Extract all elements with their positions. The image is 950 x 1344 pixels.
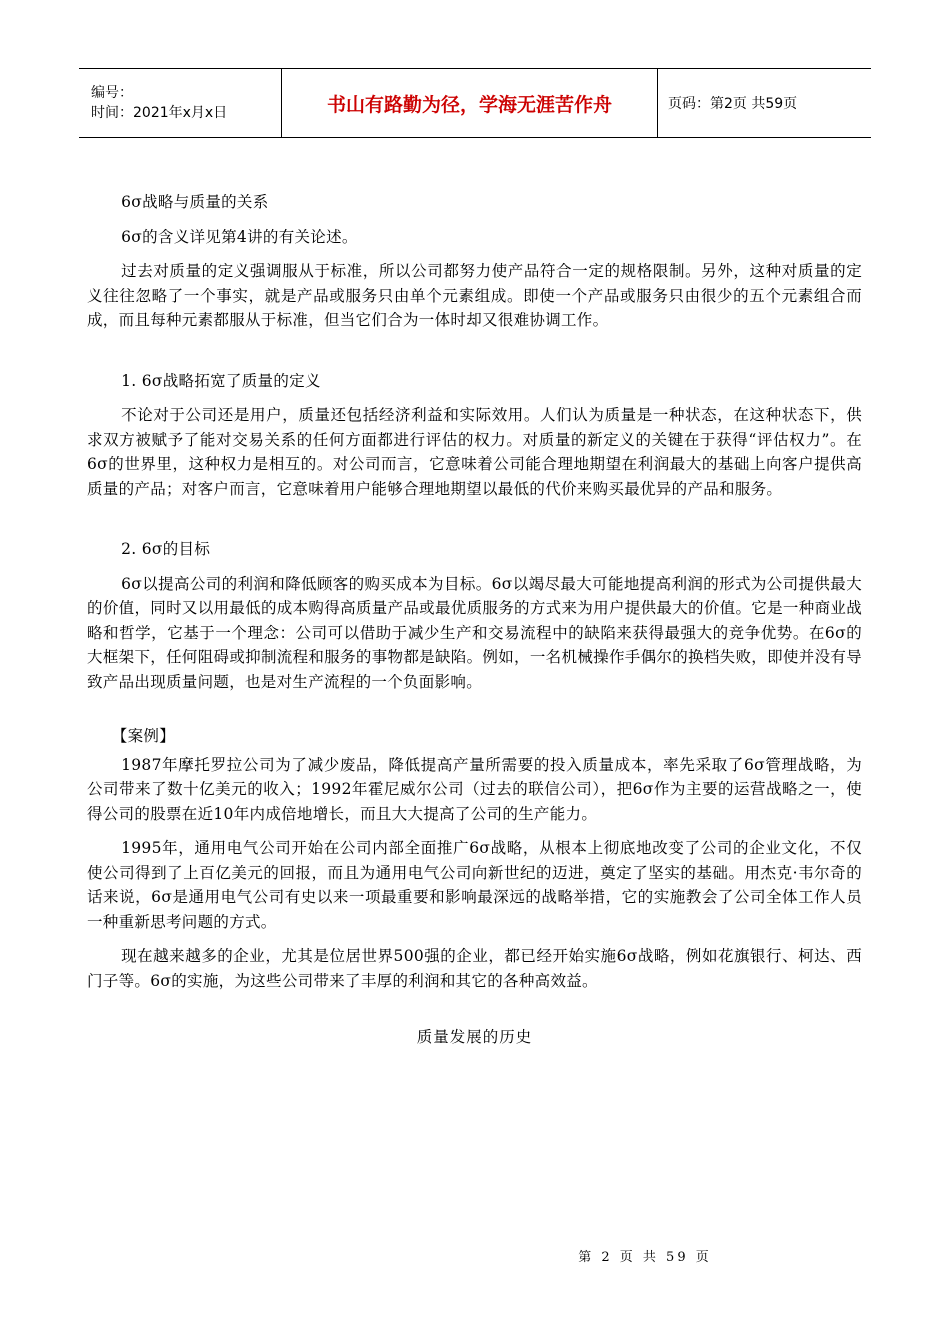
header-motto: 书山有路勤为径，学海无涯苦作舟 <box>282 69 658 137</box>
paragraph: 6σ以提高公司的利润和降低顾客的购买成本为目标。6σ以竭尽最大可能地提高利润的形式为公司提供最大的价值，同时又以用最低的成本购得高质量产品或最优质服务的方式来为用户提供最大的价值。它是一种商业战略和哲学，它基于一个理念：公司可以借助于减少生产和交易流程中的缺陷来获得最强大的竞争优势。在6σ的大框架下，任何阻碍或抑制流程和服务的事物都是缺陷。例如，一名机械操作手偶尔的换档失败，即使并没有导致产品出现质量问题，也是对生产流程的一个负面影响。 <box>87 574 862 691</box>
subheading: 2. 6σ的目标 <box>121 540 211 558</box>
header-page-info: 页码：第2页 共59页 <box>668 96 798 112</box>
subheading: 1. 6σ战略拓宽了质量的定义 <box>121 371 321 390</box>
case-label: 【案例】 <box>111 727 175 745</box>
document-number-label: 编号： <box>91 85 133 101</box>
document-header <box>79 68 871 138</box>
paragraph: 现在越来越多的企业，尤其是位居世界500强的企业，都已经开始实施6σ战略，例如花旗银行、柯达、西门子等。6σ的实施，为这些公司带来了丰厚的利润和其它的各种高效益。 <box>87 947 862 990</box>
paragraph: 1995年，通用电气公司开始在公司内部全面推广6σ战略，从根本上彻底地改变了公司的企业文化，不仅使公司得到了上百亿美元的回报，而且为通用电气公司向新世纪的迈进，奠定了坚实的基础。用杰克·韦尔奇的话来说，6σ是通用电气公司有史以来一项最重要和影响最深远的战略举措，它的实施教会了公司全体工作人员一种重新思考问题的方式。 <box>87 839 862 931</box>
document-body <box>87 190 862 1047</box>
paragraph: 过去对质量的定义强调服从于标准，所以公司都努力使产品符合一定的规格限制。另外，这种对质量的定义往往忽略了一个事实，就是产品或服务只由单个元素组成。即使一个产品或服务只由很少的五个元素组合而成，而且每种元素都服从于标准，但当它们合为一体时却又很难协调工作。 <box>87 262 862 329</box>
header-meta <box>79 69 282 137</box>
document-date: 时间：2021年x月x日 <box>91 105 228 121</box>
page-footer: 第 2 页 共 59 页 <box>578 1250 712 1265</box>
section-title: 6σ战略与质量的关系 <box>121 193 269 211</box>
paragraph: 1987年摩托罗拉公司为了减少废品，降低提高产量所需要的投入质量成本，率先采取了6σ管理战略，为公司带来了数十亿美元的收入；1992年霍尼威尔公司（过去的联信公司），把6σ作为主要的运营战略之一，使得公司的股票在近10年内成倍地增长，而且大大提高了公司的生产能力。 <box>87 755 862 823</box>
intro-paragraph: 6σ的含义详见第4讲的有关论述。 <box>121 227 358 246</box>
section-title-centered: 质量发展的历史 <box>416 1028 533 1046</box>
paragraph: 不论对于公司还是用户，质量还包括经济利益和实际效用。人们认为质量是一种状态，在这种状态下，供求双方被赋予了能对交易关系的任何方面都进行评估的权力。对质量的新定义的关键在于获得“评估权力”。在6σ的世界里，这种权力是相互的。对公司而言，它意味着公司能合理地期望在利润最大的基础上向客户提供高质量的产品；对客户而言，它意味着用户能够合理地期望以最低的代价来购买最优异的产品和服务。 <box>87 406 862 498</box>
